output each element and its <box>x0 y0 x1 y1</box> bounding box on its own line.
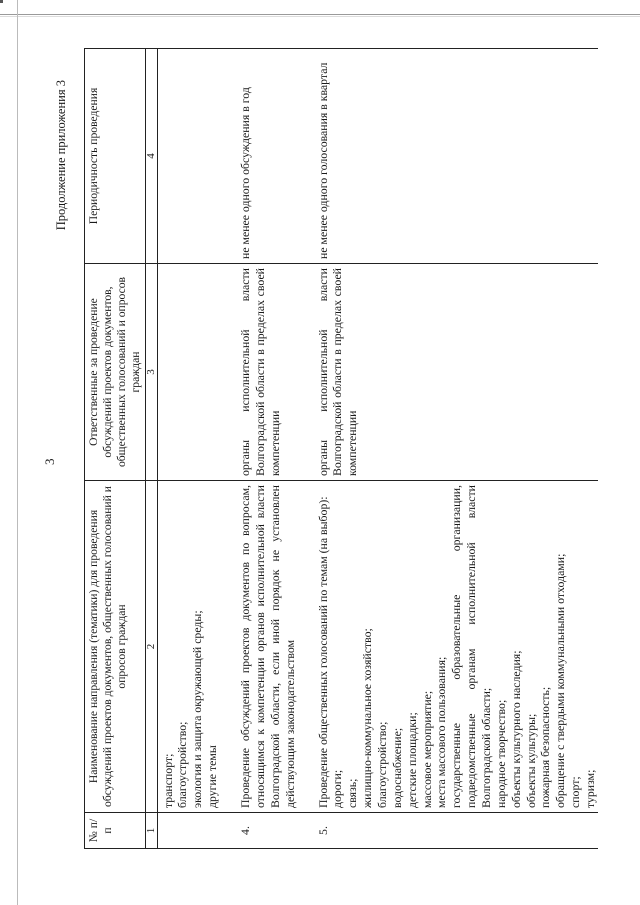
list-item: благоустройство; <box>374 721 389 808</box>
list-item: транспорт; <box>160 753 175 808</box>
table-row <box>308 49 598 849</box>
cell-number <box>157 813 234 849</box>
list-item: обращение с твердыми коммунальными отходами; <box>553 553 568 808</box>
list-item: водоснабжение; <box>389 727 404 808</box>
events-table <box>84 48 598 849</box>
list-item: благоустройство; <box>175 721 190 808</box>
row-responsible: органы исполнительной власти Волгоградской области в пределах своей компетенции <box>234 264 307 481</box>
column-number: 4 <box>145 49 157 264</box>
header-periodicity: Периодичность проведения <box>85 49 146 264</box>
list-item: детские площадки; <box>404 712 419 808</box>
column-number: 1 <box>145 813 157 849</box>
table-row <box>234 49 307 849</box>
list-item: связь; <box>345 778 360 808</box>
table-header-row <box>85 49 146 849</box>
table-row-continuation <box>157 49 234 849</box>
column-number: 2 <box>145 481 157 813</box>
cell-responsible <box>157 264 234 481</box>
list-item: массовое мероприятие; <box>419 690 434 808</box>
row-number: 5. <box>308 813 598 849</box>
list-item: экология и защита окружающей среды; <box>190 610 205 808</box>
row-topic: Проведение обсуждений проектов документов по вопросам, относящимся к компетенции органов исполнительной власти Волгоградской области, если иной порядок не установлен действующим законодательством <box>234 481 307 813</box>
list-item: жилищно-коммунальное хозяйство; <box>360 628 375 808</box>
list-item: туризм; <box>582 769 597 808</box>
row-periodicity: не менее одного обсуждения в год <box>234 49 307 264</box>
cell-topic <box>157 481 234 813</box>
column-number: 3 <box>145 264 157 481</box>
row-responsible: органы исполнительной власти Волгоградской области в пределах своей компетенции <box>308 264 598 481</box>
list-item: дороги; <box>330 769 345 808</box>
list-item: спорт; <box>568 776 583 808</box>
row-periodicity: не менее одного голосования в квартал <box>308 49 598 264</box>
list-item: объекты культуры; <box>523 713 538 808</box>
list-item: пожарная безопасность; <box>538 686 553 808</box>
header-number: № п/п <box>85 813 146 849</box>
list-item: государственные образовательные организации, подведомственные органам исполнительной власти Волгоградской области; <box>449 485 493 808</box>
row-number: 4. <box>234 813 307 849</box>
list-item: народное творчество; <box>493 699 508 808</box>
continuation-label: Продолжение приложения 3 <box>54 80 68 231</box>
cell-periodicity <box>157 49 234 264</box>
page-number: 3 <box>42 458 57 465</box>
list-item: другие темы <box>205 745 220 808</box>
row-topic <box>308 481 598 813</box>
header-responsible: Ответственные за проведение обсуждений проектов документов, общественных голосований и опросов граждан <box>85 264 146 481</box>
list-item: объекты культурного наследия; <box>508 650 523 808</box>
row-topic-intro: Проведение общественных голосований по темам (на выбор): <box>315 496 330 808</box>
header-topic: Наименование направления (тематики) для проведения обсуждений проектов документов, общественных голосований и опросов граждан <box>85 481 146 813</box>
list-item: места массового пользования; <box>434 656 449 808</box>
column-number-row <box>145 49 157 849</box>
